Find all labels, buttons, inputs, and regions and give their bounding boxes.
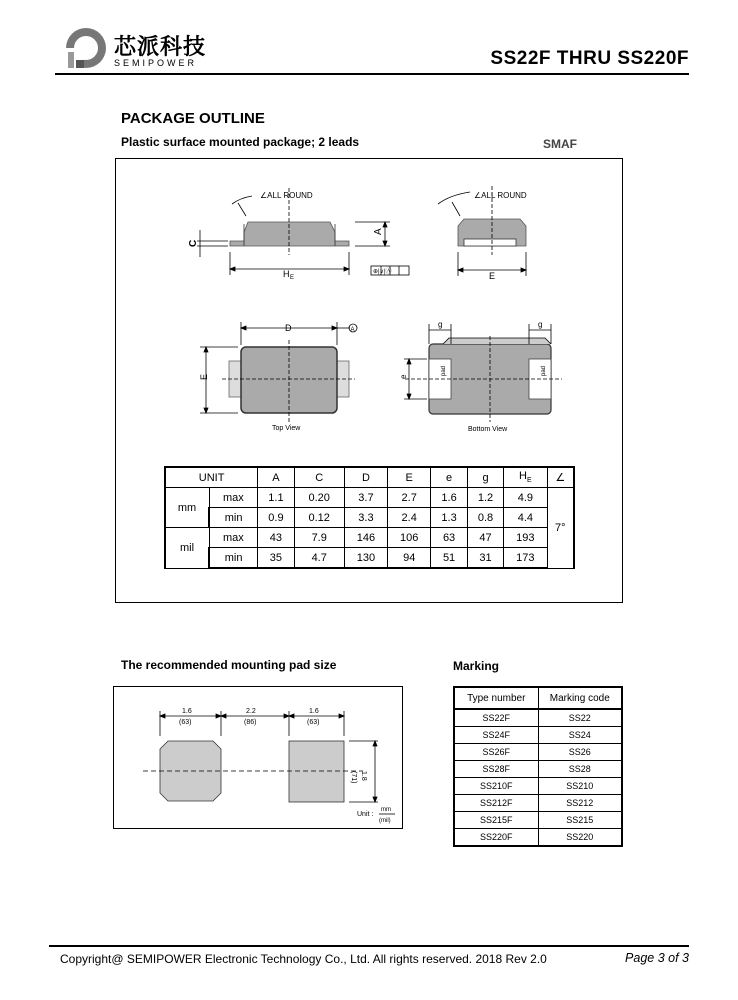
marking-table	[453, 686, 623, 847]
type-number-cell: SS210F	[454, 778, 538, 795]
table-cell: 7.9	[294, 528, 344, 548]
table-row	[454, 727, 622, 744]
table-header-cell: C	[294, 467, 344, 488]
type-number-cell: SS26F	[454, 744, 538, 761]
marking-code-cell: SS24	[538, 727, 622, 744]
marking-code-cell: SS28	[538, 761, 622, 778]
table-row	[454, 778, 622, 795]
table-header-cell: D	[344, 467, 387, 488]
table-cell: 0.20	[294, 488, 344, 508]
table-cell: 1.3	[431, 508, 467, 528]
dim-label-a: A	[373, 228, 384, 235]
table-cell: 1.6	[431, 488, 467, 508]
table-cell: 1.1	[258, 488, 294, 508]
marking-code-cell: SS215	[538, 812, 622, 829]
table-cell: 4.4	[504, 508, 547, 528]
bottom-view-caption: Bottom View	[468, 426, 508, 433]
table-row	[454, 795, 622, 812]
type-number-cell: SS212F	[454, 795, 538, 812]
table-cell: 51	[431, 548, 467, 569]
table-header-cell: E	[388, 467, 431, 488]
table-cell: 3.7	[344, 488, 387, 508]
marking-code-cell: SS210	[538, 778, 622, 795]
table-cell: 1.2	[467, 488, 503, 508]
package-name: SMAF	[543, 137, 577, 151]
pad-width-mm: 1.6	[182, 708, 192, 715]
table-cell: 0.8	[467, 508, 503, 528]
table-row	[454, 812, 622, 829]
type-number-cell: SS24F	[454, 727, 538, 744]
table-row	[454, 829, 622, 847]
logo-chinese-name: 芯派科技	[114, 35, 207, 60]
logo-english-name: SEMIPOWER	[114, 58, 198, 68]
type-number-cell: SS220F	[454, 829, 538, 847]
table-cell: min	[209, 548, 258, 569]
package-outline-heading: PACKAGE OUTLINE	[121, 110, 265, 127]
dim-label-g-right: g	[538, 320, 543, 329]
table-cell: 3.3	[344, 508, 387, 528]
table-cell: 2.7	[388, 488, 431, 508]
document-title: SS22F THRU SS220F	[490, 48, 689, 69]
marking-code-cell: SS22	[538, 709, 622, 727]
pad-gap-mil: (86)	[244, 719, 257, 726]
page-number: Page 3 of 3	[625, 951, 689, 965]
table-row	[165, 548, 574, 569]
he-header-sub: E	[527, 477, 532, 485]
type-number-cell: SS28F	[454, 761, 538, 778]
unit-cell: mil	[165, 528, 209, 569]
package-outline-subtitle: Plastic surface mounted package; 2 leads	[121, 135, 360, 149]
he-header-label: H	[519, 470, 527, 483]
pad-width-2-mm: 1.6	[309, 708, 319, 715]
table-header-cell: Marking code	[538, 687, 622, 709]
table-cell: max	[209, 528, 258, 548]
table-cell: 0.12	[294, 508, 344, 528]
dim-label-e-top: E	[199, 373, 209, 380]
marking-heading: Marking	[453, 659, 500, 673]
unit-numerator: mm	[381, 807, 391, 813]
table-cell: 193	[504, 528, 547, 548]
table-header-cell: g	[467, 467, 503, 488]
unit-cell: mm	[165, 488, 209, 528]
bottom-view-drawing	[404, 324, 562, 422]
pad-label-left: pad	[441, 365, 447, 376]
footer-divider	[49, 945, 689, 947]
table-cell: max	[209, 488, 258, 508]
table-header-cell: e	[431, 467, 467, 488]
table-header-cell: ∠	[547, 467, 574, 488]
all-round-label-1: ∠ALL ROUND	[260, 191, 313, 200]
table-cell: 2.4	[388, 508, 431, 528]
table-header-cell: A	[258, 467, 294, 488]
table-cell: 106	[388, 528, 431, 548]
all-round-label-2: ∠ALL ROUND	[474, 191, 527, 200]
top-view-caption: Top View	[272, 425, 301, 432]
table-cell: 31	[467, 548, 503, 569]
pad-label-right: pad	[541, 365, 547, 376]
pad-width-mil: (63)	[179, 719, 192, 726]
table-row	[454, 744, 622, 761]
pad-width-2-mil: (63)	[307, 719, 320, 726]
table-cell: 0.9	[258, 508, 294, 528]
angle-cell: 7°	[547, 488, 574, 569]
dim-label-d: D	[285, 323, 292, 333]
table-cell: 4.9	[504, 488, 547, 508]
mounting-pad-drawing	[113, 686, 403, 829]
type-number-cell: SS22F	[454, 709, 538, 727]
dim-label-g-left: g	[438, 320, 443, 329]
table-cell: 43	[258, 528, 294, 548]
table-cell: 47	[467, 528, 503, 548]
marking-code-cell: SS220	[538, 829, 622, 847]
marking-code-cell: SS26	[538, 744, 622, 761]
table-header-cell: Type number	[454, 687, 538, 709]
table-row	[165, 467, 574, 488]
table-cell: 94	[388, 548, 431, 569]
table-row	[165, 508, 574, 528]
dim-label-e-side: E	[489, 271, 496, 281]
feature-control-frame: ⊕|∨|Ⓐ	[373, 269, 392, 275]
table-cell: 173	[504, 548, 547, 569]
table-row	[165, 488, 574, 508]
table-cell: 146	[344, 528, 387, 548]
dim-label-he-sub: E	[290, 275, 295, 281]
table-row	[454, 709, 622, 727]
table-cell: 130	[344, 548, 387, 569]
table-row	[454, 687, 622, 709]
table-row	[454, 761, 622, 778]
marking-code-cell: SS212	[538, 795, 622, 812]
top-view-drawing	[200, 322, 357, 422]
dim-label-e-small: e	[399, 374, 408, 379]
table-cell: 4.7	[294, 548, 344, 569]
table-cell: 63	[431, 528, 467, 548]
dim-label-c: C	[188, 239, 199, 247]
table-cell: 35	[258, 548, 294, 569]
table-row	[165, 528, 574, 548]
unit-denominator: (mil)	[379, 818, 391, 824]
dimensions-table	[164, 466, 575, 569]
copyright-text: Copyright@ SEMIPOWER Electronic Technology Co., Ltd. All rights reserved. 2018 Rev 2.0	[60, 952, 547, 966]
table-cell: min	[209, 508, 258, 528]
pad-height-mm: 1.8	[360, 771, 367, 781]
table-header-cell: UNIT	[165, 467, 258, 488]
unit-label: Unit :	[357, 811, 374, 818]
pad-gap-mm: 2.2	[246, 708, 256, 715]
mounting-pad-heading: The recommended mounting pad size	[121, 658, 337, 672]
datum-label-a: A	[350, 327, 355, 333]
dim-label-he: H	[283, 269, 290, 279]
pad-height-mil: (71)	[350, 771, 357, 784]
table-header-cell	[504, 467, 547, 488]
type-number-cell: SS215F	[454, 812, 538, 829]
